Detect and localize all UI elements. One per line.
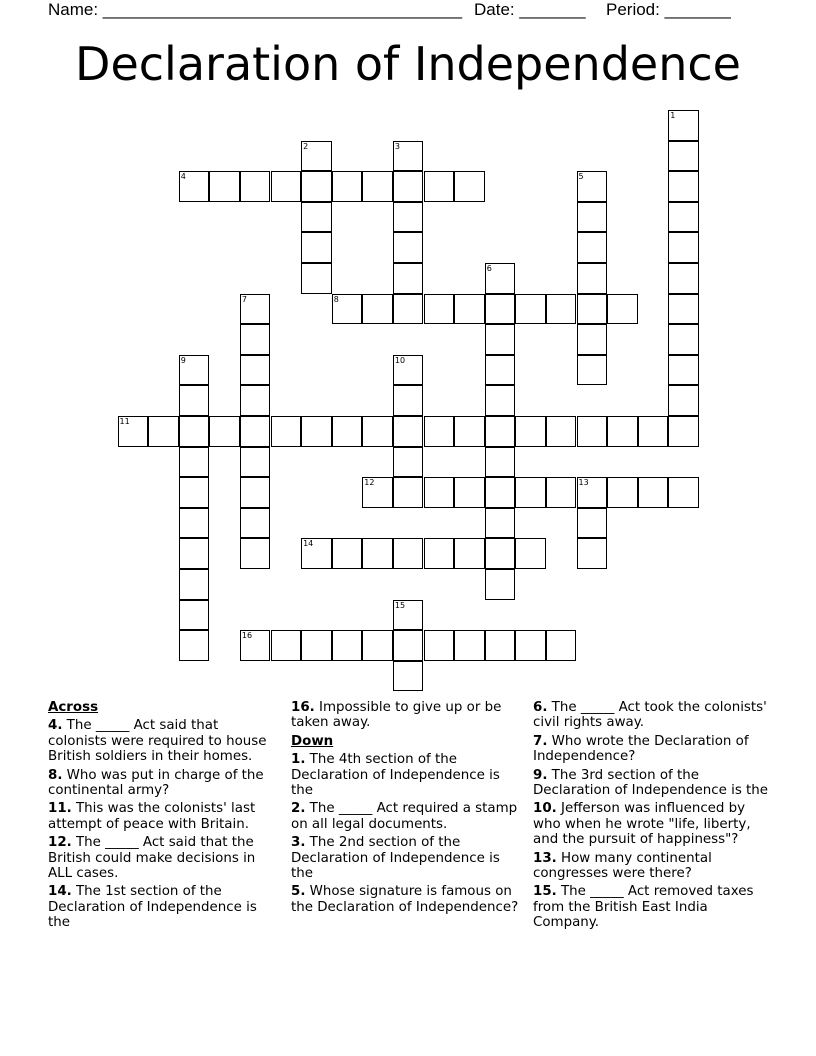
crossword-cell[interactable] bbox=[179, 630, 210, 661]
crossword-cell[interactable] bbox=[362, 294, 393, 325]
crossword-cell[interactable] bbox=[454, 630, 485, 661]
crossword-cell[interactable] bbox=[332, 630, 363, 661]
crossword-cell[interactable] bbox=[485, 569, 516, 600]
clue-text: Who was put in charge of the continental army? bbox=[48, 767, 264, 799]
crossword-cell[interactable] bbox=[668, 324, 699, 355]
crossword-cell[interactable] bbox=[393, 385, 424, 416]
crossword-cell[interactable] bbox=[515, 416, 546, 447]
crossword-cell[interactable] bbox=[301, 263, 332, 294]
crossword-cell[interactable] bbox=[393, 538, 424, 569]
clue-text: The _____ Act required a stamp on all legal documents. bbox=[291, 801, 518, 832]
crossword-cell[interactable] bbox=[393, 171, 424, 202]
crossword-cell[interactable] bbox=[668, 355, 699, 386]
crossword-cell[interactable] bbox=[393, 416, 424, 447]
clue-text: The _____ Act removed taxes from the British East India Company. bbox=[533, 884, 754, 931]
crossword-cell[interactable] bbox=[485, 538, 516, 569]
cell-number: 13 bbox=[578, 478, 589, 488]
clue-number: 14. bbox=[48, 884, 72, 900]
crossword-cell[interactable] bbox=[668, 110, 699, 141]
crossword-cell[interactable] bbox=[179, 447, 210, 478]
crossword-cell[interactable] bbox=[668, 263, 699, 294]
clue-down-10 bbox=[533, 801, 773, 847]
clue-text: The _____ Act said that the British could make decisions in ALL cases. bbox=[48, 835, 256, 882]
crossword-cell[interactable] bbox=[638, 416, 669, 447]
crossword-cell[interactable] bbox=[546, 416, 577, 447]
cell-number: 5 bbox=[578, 172, 584, 182]
crossword-cell[interactable] bbox=[393, 263, 424, 294]
clue-text: The _____ Act took the colonists' civil rights away. bbox=[533, 700, 767, 731]
crossword-cell[interactable] bbox=[393, 294, 424, 325]
clue-down-9 bbox=[533, 768, 773, 799]
crossword-cell[interactable] bbox=[607, 294, 638, 325]
crossword-cell[interactable] bbox=[332, 416, 363, 447]
crossword-cell[interactable] bbox=[209, 171, 240, 202]
clue-column-1 bbox=[48, 700, 280, 934]
crossword-cell[interactable] bbox=[485, 294, 516, 325]
crossword-cell[interactable] bbox=[424, 294, 455, 325]
crossword-cell[interactable] bbox=[485, 508, 516, 539]
crossword-cell[interactable] bbox=[393, 477, 424, 508]
crossword-cell[interactable] bbox=[179, 508, 210, 539]
clue-down-2 bbox=[291, 801, 523, 832]
crossword-cell[interactable] bbox=[485, 477, 516, 508]
crossword-cell[interactable] bbox=[118, 416, 149, 447]
clue-text: How many continental congresses were there? bbox=[533, 850, 712, 882]
clue-down-7 bbox=[533, 734, 773, 765]
clue-across-12 bbox=[48, 835, 280, 881]
crossword-cell[interactable] bbox=[393, 447, 424, 478]
crossword-cell[interactable] bbox=[332, 171, 363, 202]
name-field-label: Name: ______________________________________ bbox=[48, 0, 463, 19]
clue-across-8 bbox=[48, 768, 280, 799]
crossword-cell[interactable] bbox=[515, 477, 546, 508]
clue-down-5 bbox=[291, 884, 523, 915]
clue-column-2 bbox=[291, 700, 523, 918]
clue-down-6 bbox=[533, 700, 773, 731]
crossword-cell[interactable] bbox=[577, 538, 608, 569]
cell-number: 14 bbox=[303, 539, 314, 549]
crossword-cell[interactable] bbox=[393, 600, 424, 631]
period-field-label: Period: _______ bbox=[606, 0, 731, 19]
crossword-cell[interactable] bbox=[179, 385, 210, 416]
crossword-cell[interactable] bbox=[577, 263, 608, 294]
clue-number: 7. bbox=[533, 733, 548, 749]
crossword-cell[interactable] bbox=[179, 538, 210, 569]
clue-text: Jefferson was influenced by who when he wrote "life, liberty, and the pursuit of happiness"? bbox=[533, 801, 751, 848]
cell-number: 15 bbox=[394, 600, 406, 610]
crossword-cell[interactable] bbox=[179, 600, 210, 631]
cell-number: 6 bbox=[486, 264, 492, 273]
crossword-cell[interactable] bbox=[179, 171, 210, 202]
crossword-cell[interactable] bbox=[301, 416, 332, 447]
clue-number: 16. bbox=[291, 700, 315, 715]
clue-text: The 4th section of the Declaration of Independence is the bbox=[291, 752, 500, 799]
crossword-cell[interactable] bbox=[240, 324, 271, 355]
clue-text: The 2nd section of the Declaration of Independence is the bbox=[291, 835, 500, 882]
crossword-cell[interactable] bbox=[668, 141, 699, 172]
crossword-cell[interactable] bbox=[148, 416, 179, 447]
clue-number: 12. bbox=[48, 835, 72, 851]
crossword-cell[interactable] bbox=[424, 416, 455, 447]
date-field-label: Date: _______ bbox=[474, 0, 586, 19]
crossword-cell[interactable] bbox=[240, 447, 271, 478]
crossword-cell[interactable] bbox=[240, 630, 271, 661]
crossword-cell[interactable] bbox=[393, 630, 424, 661]
cell-number: 10 bbox=[394, 355, 406, 365]
crossword-cell[interactable] bbox=[179, 477, 210, 508]
clue-column-3 bbox=[533, 700, 773, 934]
crossword-cell[interactable] bbox=[485, 416, 516, 447]
crossword-cell[interactable] bbox=[485, 630, 516, 661]
crossword-cell[interactable] bbox=[271, 171, 302, 202]
cell-number: 12 bbox=[364, 478, 375, 488]
crossword-cell[interactable] bbox=[424, 538, 455, 569]
crossword-cell[interactable] bbox=[485, 447, 516, 478]
clue-number: 13. bbox=[533, 850, 557, 866]
crossword-cell[interactable] bbox=[424, 630, 455, 661]
crossword-cell[interactable] bbox=[240, 355, 271, 386]
crossword-cell[interactable] bbox=[301, 538, 332, 569]
clue-text: Impossible to give up or be taken away. bbox=[291, 700, 502, 731]
crossword-cell[interactable] bbox=[577, 355, 608, 386]
crossword-cell[interactable] bbox=[271, 416, 302, 447]
crossword-cell[interactable] bbox=[577, 202, 608, 233]
crossword-cell[interactable] bbox=[424, 477, 455, 508]
crossword-cell[interactable] bbox=[577, 324, 608, 355]
clue-down-1 bbox=[291, 752, 523, 798]
clue-number: 4. bbox=[48, 718, 63, 734]
clue-down-3 bbox=[291, 835, 523, 881]
crossword-cell[interactable] bbox=[240, 416, 271, 447]
across-heading: Across bbox=[48, 700, 99, 715]
clue-text: Whose signature is famous on the Declaration of Independence? bbox=[291, 884, 519, 915]
clue-text: The 3rd section of the Declaration of Independence is the bbox=[533, 767, 769, 799]
crossword-cell[interactable] bbox=[362, 477, 393, 508]
crossword-cell[interactable] bbox=[209, 416, 240, 447]
crossword-cell[interactable] bbox=[577, 232, 608, 263]
crossword-cell[interactable] bbox=[362, 538, 393, 569]
crossword-cell[interactable] bbox=[301, 141, 332, 172]
clue-text: The _____ Act said that colonists were required to house British soldiers in their homes. bbox=[48, 718, 267, 765]
crossword-cell[interactable] bbox=[362, 630, 393, 661]
clue-number: 10. bbox=[533, 801, 557, 817]
crossword-cell[interactable] bbox=[668, 477, 699, 508]
crossword-cell[interactable] bbox=[607, 416, 638, 447]
down-heading: Down bbox=[291, 733, 334, 749]
cell-number: 4 bbox=[180, 172, 186, 182]
cell-number: 8 bbox=[333, 294, 339, 304]
crossword-cell[interactable] bbox=[240, 477, 271, 508]
crossword-cell[interactable] bbox=[577, 171, 608, 202]
crossword-cell[interactable] bbox=[393, 661, 424, 692]
clue-number: 8. bbox=[48, 767, 63, 783]
crossword-cell[interactable] bbox=[332, 538, 363, 569]
clue-number: 1. bbox=[291, 752, 306, 768]
crossword-cell[interactable] bbox=[240, 294, 271, 325]
crossword-cell[interactable] bbox=[515, 538, 546, 569]
crossword-cell[interactable] bbox=[424, 171, 455, 202]
clue-down-15 bbox=[533, 884, 773, 930]
crossword-cell[interactable] bbox=[515, 630, 546, 661]
cell-number: 1 bbox=[670, 111, 676, 120]
crossword-cell[interactable] bbox=[668, 294, 699, 325]
clue-number: 15. bbox=[533, 884, 557, 900]
crossword-cell[interactable] bbox=[301, 232, 332, 263]
clue-text: Who wrote the Declaration of Independence? bbox=[533, 733, 749, 765]
crossword-cell[interactable] bbox=[362, 416, 393, 447]
crossword-cell[interactable] bbox=[485, 263, 516, 294]
clue-number: 3. bbox=[291, 835, 306, 851]
cell-number: 9 bbox=[180, 355, 186, 365]
crossword-cell[interactable] bbox=[179, 355, 210, 386]
clue-across-4 bbox=[48, 718, 280, 764]
clue-across-14 bbox=[48, 884, 280, 930]
crossword-cell[interactable] bbox=[179, 416, 210, 447]
crossword-cell[interactable] bbox=[393, 202, 424, 233]
crossword-cell[interactable] bbox=[546, 294, 577, 325]
clue-text: This was the colonists' last attempt of peace with Britain. bbox=[48, 801, 256, 832]
crossword-cell[interactable] bbox=[271, 630, 302, 661]
crossword-cell[interactable] bbox=[577, 477, 608, 508]
crossword-cell[interactable] bbox=[240, 508, 271, 539]
crossword-cell[interactable] bbox=[546, 630, 577, 661]
crossword-cell[interactable] bbox=[454, 538, 485, 569]
cell-number: 7 bbox=[241, 294, 247, 304]
clue-number: 11. bbox=[48, 801, 72, 817]
crossword-cell[interactable] bbox=[179, 569, 210, 600]
clue-number: 2. bbox=[291, 801, 306, 817]
crossword-cell[interactable] bbox=[668, 385, 699, 416]
crossword-cell[interactable] bbox=[454, 477, 485, 508]
clue-text: The 1st section of the Declaration of Independence is the bbox=[48, 884, 257, 931]
clue-number: 6. bbox=[533, 700, 548, 715]
crossword-cell[interactable] bbox=[240, 538, 271, 569]
crossword-cell[interactable] bbox=[301, 171, 332, 202]
crossword-cell[interactable] bbox=[668, 232, 699, 263]
crossword-cell[interactable] bbox=[301, 630, 332, 661]
crossword-cell[interactable] bbox=[393, 355, 424, 386]
crossword-cell[interactable] bbox=[577, 508, 608, 539]
crossword-cell[interactable] bbox=[240, 385, 271, 416]
crossword-cell[interactable] bbox=[668, 202, 699, 233]
clue-number: 5. bbox=[291, 884, 306, 900]
crossword-cell[interactable] bbox=[485, 385, 516, 416]
crossword-cell[interactable] bbox=[638, 477, 669, 508]
crossword-cell[interactable] bbox=[668, 171, 699, 202]
clue-number: 9. bbox=[533, 767, 548, 783]
crossword-cell[interactable] bbox=[393, 232, 424, 263]
crossword-cell[interactable] bbox=[454, 416, 485, 447]
crossword-cell[interactable] bbox=[332, 294, 363, 325]
cell-number: 3 bbox=[394, 141, 400, 151]
crossword-cell[interactable] bbox=[240, 171, 271, 202]
crossword-cell[interactable] bbox=[668, 416, 699, 447]
cell-number: 2 bbox=[303, 141, 309, 151]
crossword-cell[interactable] bbox=[362, 171, 393, 202]
crossword-cell[interactable] bbox=[454, 171, 485, 202]
crossword-cell[interactable] bbox=[485, 324, 516, 355]
page-title: Declaration of Independence bbox=[75, 37, 741, 91]
crossword-cell[interactable] bbox=[485, 355, 516, 386]
crossword-cell[interactable] bbox=[454, 294, 485, 325]
crossword-cell[interactable] bbox=[301, 202, 332, 233]
crossword-cell[interactable] bbox=[577, 294, 608, 325]
cell-number: 16 bbox=[241, 631, 253, 641]
clue-across-16 bbox=[291, 700, 523, 731]
crossword-cell[interactable] bbox=[546, 477, 577, 508]
crossword-cell[interactable] bbox=[393, 141, 424, 172]
crossword-cell[interactable] bbox=[515, 294, 546, 325]
cell-number: 11 bbox=[119, 417, 130, 426]
clue-down-13 bbox=[533, 851, 773, 882]
crossword-cell[interactable] bbox=[577, 416, 608, 447]
crossword-cell[interactable] bbox=[607, 477, 638, 508]
clue-across-11 bbox=[48, 801, 280, 832]
